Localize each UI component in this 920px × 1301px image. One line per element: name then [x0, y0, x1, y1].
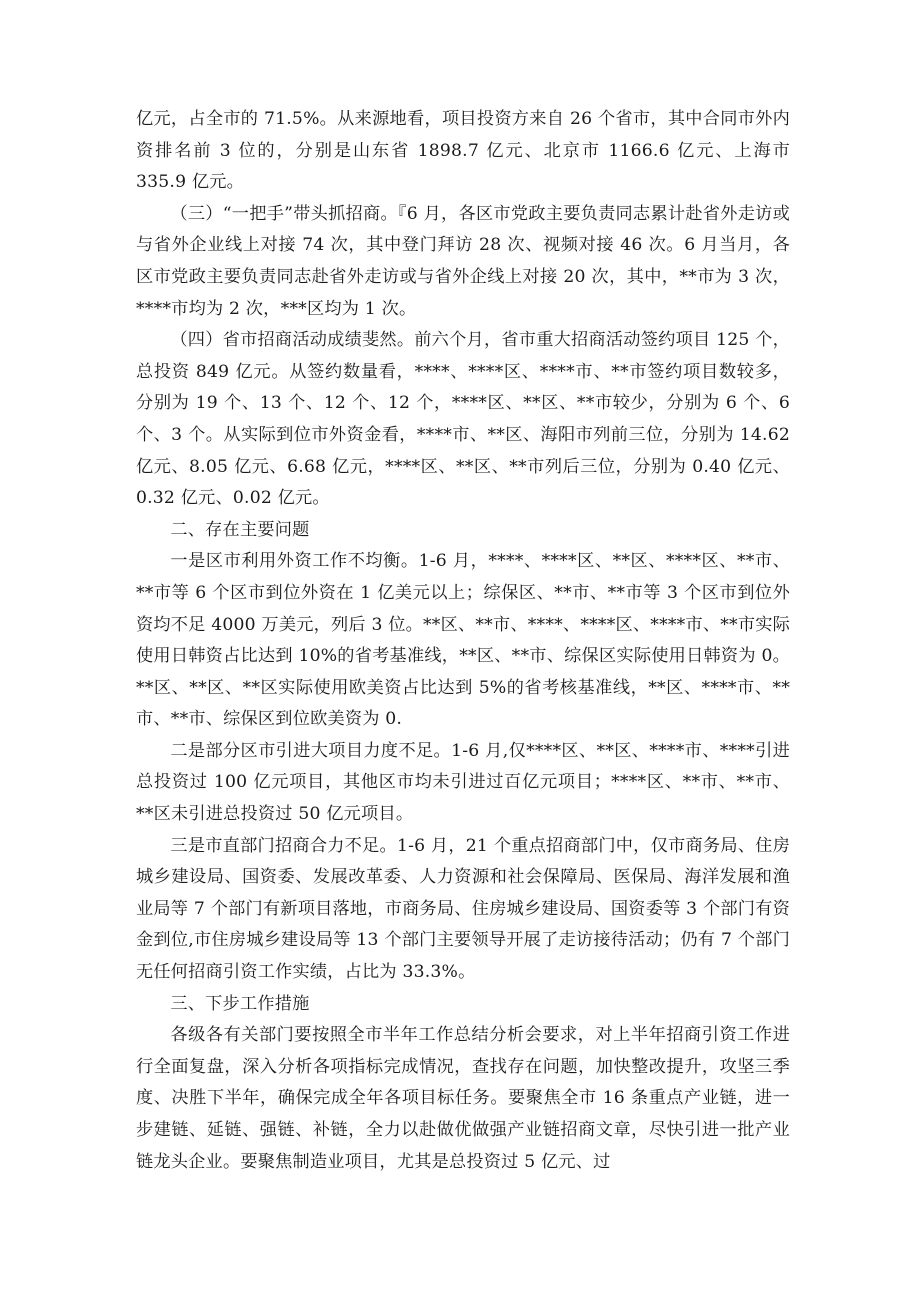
- heading-next-steps: 三、下步工作措施: [170, 993, 310, 1014]
- paragraph-problem-3: 三是市直部门招商合力不足。1-6 月，21 个重点招商部门中，仅市商务局、住房城乡建设局、国资委、发展改革委、人力资源和社会保障局、医保局、海洋发展和渔业局等 7 个部门有新项目落地，市商务局、住房城乡建设局、国资委等 3 个部门有资金到位,市住房城乡建设局等 13 个部门主要领导开展了走访接待活动；仍有 7 个部门无任何招商引资工作实绩，占比为 33.3%。: [136, 835, 790, 983]
- paragraph-next-steps: 各级各有关部门要按照全市半年工作总结分析会要求，对上半年招商引资工作进行全面复盘，深入分析各项指标完成情况，查找存在问题，加快整改提升，攻坚三季度、决胜下半年，确保完成全年各项目标任务。要聚焦全市 16 条重点产业链，进一步建链、延链、强链、补链，全力以赴做优做强产业链招商文章，尽快引进一批产业链龙头企业。要聚焦制造业项目，尤其是总投资过 5 亿元、过: [136, 1025, 790, 1172]
- heading-problems: 二、存在主要问题: [170, 519, 310, 540]
- paragraph-section-4: （四）省市招商活动成绩斐然。前六个月，省市重大招商活动签约项目 125 个，总投资 849 亿元。从签约数量看，****、****区、****市、**市签约项目数较多，分别为 19 个、13 个、12 个、12 个，****区、**区、**市较少，分别为 6 个、6 个、3 个。从实际到位市外资金看，****市、**区、海阳市列前三位，分别为 14.62 亿元、8.05 亿元、6.68 亿元，****区、**区、**市列后三位，分别为 0.40 亿元、0.32 亿元、0.02 亿元。: [136, 330, 790, 509]
- paragraph-problem-2: 二是部分区市引进大项目力度不足。1-6 月,仅****区、**区、****市、****引进总投资过 100 亿元项目，其他区市均未引进过百亿元项目；****区、**市、**市、**区未引进总投资过 50 亿元项目。: [136, 740, 790, 825]
- paragraph-problem-1: 一是区市利用外资工作不均衡。1-6 月，****、****区、**区、****区、**市、**市等 6 个区市到位外资在 1 亿美元以上；综保区、**市、**市等 3 个区市到位外资均不足 4000 万美元，列后 3 位。**区、**市、****、****区、****市、**市实际使用日韩资占比达到 10%的省考基准线，**区、**市、综保区实际使用日韩资为 0。**区、**区、**区实际使用欧美资占比达到 5%的省考核基准线，**区、****市、**市、**市、综保区到位欧美资为 0.: [136, 551, 790, 730]
- paragraph-continued-source: 亿元，占全市的 71.5%。从来源地看，项目投资方来自 26 个省市，其中合同市外内资排名前 3 位的，分别是山东省 1898.7 亿元、北京市 1166.6 亿元、上海市 335.9 亿元。: [136, 109, 790, 193]
- paragraph-section-3: （三）“一把手”带头抓招商。『6 月，各区市党政主要负责同志累计赴省外走访或与省外企业线上对接 74 次，其中登门拜访 28 次、视频对接 46 次。6 月当月，各区市党政主要负责同志赴省外走访或与省外企线上对接 20 次，其中，**市为 3 次，****市均为 2 次，***区均为 1 次。: [136, 203, 790, 319]
